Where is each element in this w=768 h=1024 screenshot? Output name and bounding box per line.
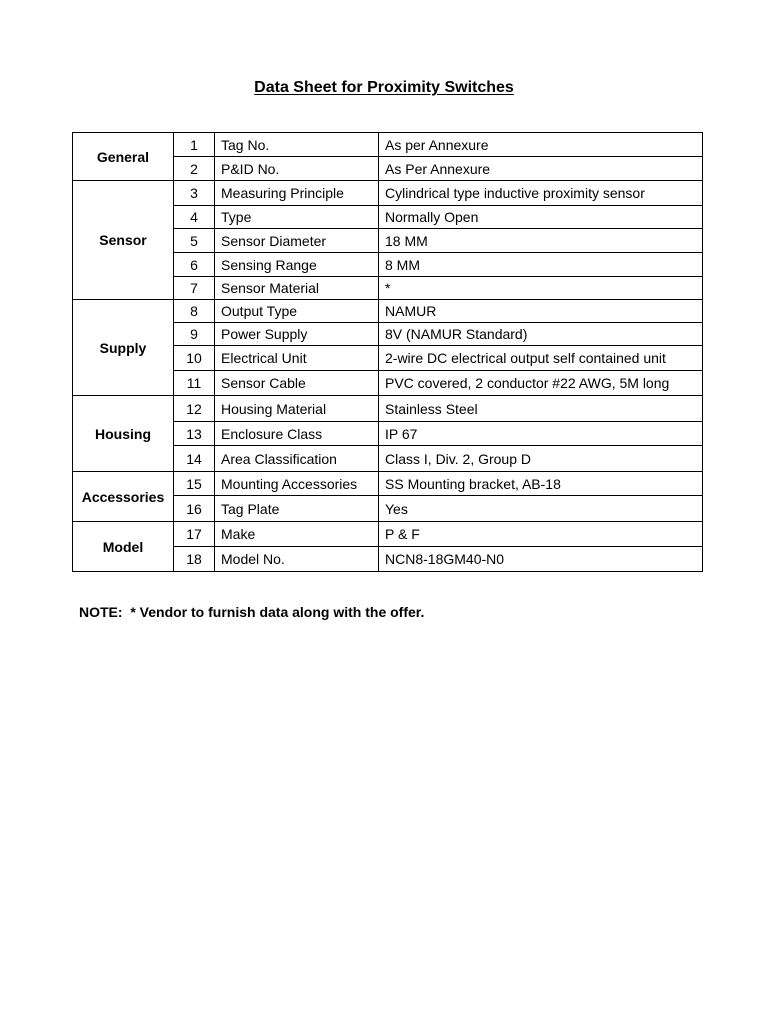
row-number: 10	[174, 346, 215, 371]
row-number: 11	[174, 371, 215, 396]
group-label: Supply	[73, 300, 174, 396]
row-number: 13	[174, 422, 215, 446]
value-cell: As Per Annexure	[379, 157, 703, 181]
value-cell: P & F	[379, 522, 703, 547]
value-cell: 2-wire DC electrical output self contained unit	[379, 346, 703, 371]
row-number: 6	[174, 253, 215, 277]
table-row	[73, 396, 703, 422]
row-number: 14	[174, 446, 215, 472]
parameter-cell: Sensor Diameter	[215, 229, 379, 253]
parameter-cell: Type	[215, 206, 379, 229]
parameter-cell: Sensor Cable	[215, 371, 379, 396]
parameter-cell: Tag No.	[215, 133, 379, 157]
table-row	[73, 522, 703, 547]
value-cell: Normally Open	[379, 206, 703, 229]
parameter-cell: Make	[215, 522, 379, 547]
value-cell: *	[379, 277, 703, 300]
table-row	[73, 472, 703, 496]
row-number: 16	[174, 496, 215, 522]
row-number: 5	[174, 229, 215, 253]
page-title: Data Sheet for Proximity Switches	[254, 79, 514, 96]
group-label: Sensor	[73, 181, 174, 300]
row-number: 12	[174, 396, 215, 422]
group-label: General	[73, 133, 174, 181]
parameter-cell: Area Classification	[215, 446, 379, 472]
value-cell: Cylindrical type inductive proximity sensor	[379, 181, 703, 206]
table-row	[73, 133, 703, 157]
row-number: 3	[174, 181, 215, 206]
value-cell: NAMUR	[379, 300, 703, 323]
parameter-cell: Sensing Range	[215, 253, 379, 277]
row-number: 18	[174, 547, 215, 572]
group-label: Housing	[73, 396, 174, 472]
parameter-cell: Mounting Accessories	[215, 472, 379, 496]
row-number: 9	[174, 323, 215, 346]
value-cell: Class I, Div. 2, Group D	[379, 446, 703, 472]
parameter-cell: Power Supply	[215, 323, 379, 346]
parameter-cell: Electrical Unit	[215, 346, 379, 371]
row-number: 17	[174, 522, 215, 547]
value-cell: SS Mounting bracket, AB-18	[379, 472, 703, 496]
row-number: 1	[174, 133, 215, 157]
value-cell: 18 MM	[379, 229, 703, 253]
parameter-cell: P&ID No.	[215, 157, 379, 181]
table-row	[73, 300, 703, 323]
value-cell: NCN8-18GM40-N0	[379, 547, 703, 572]
value-cell: As per Annexure	[379, 133, 703, 157]
row-number: 2	[174, 157, 215, 181]
parameter-cell: Enclosure Class	[215, 422, 379, 446]
group-label: Model	[73, 522, 174, 572]
row-number: 4	[174, 206, 215, 229]
group-label: Accessories	[73, 472, 174, 522]
value-cell: IP 67	[379, 422, 703, 446]
row-number: 15	[174, 472, 215, 496]
parameter-cell: Sensor Material	[215, 277, 379, 300]
parameter-cell: Model No.	[215, 547, 379, 572]
parameter-cell: Measuring Principle	[215, 181, 379, 206]
row-number: 8	[174, 300, 215, 323]
row-number: 7	[174, 277, 215, 300]
table-row	[73, 181, 703, 206]
value-cell: PVC covered, 2 conductor #22 AWG, 5M long	[379, 371, 703, 396]
parameter-cell: Output Type	[215, 300, 379, 323]
value-cell: Stainless Steel	[379, 396, 703, 422]
parameter-cell: Tag Plate	[215, 496, 379, 522]
value-cell: 8 MM	[379, 253, 703, 277]
data-sheet-table	[72, 132, 703, 572]
vendor-note: NOTE: * Vendor to furnish data along with the offer.	[79, 604, 425, 620]
parameter-cell: Housing Material	[215, 396, 379, 422]
value-cell: 8V (NAMUR Standard)	[379, 323, 703, 346]
value-cell: Yes	[379, 496, 703, 522]
